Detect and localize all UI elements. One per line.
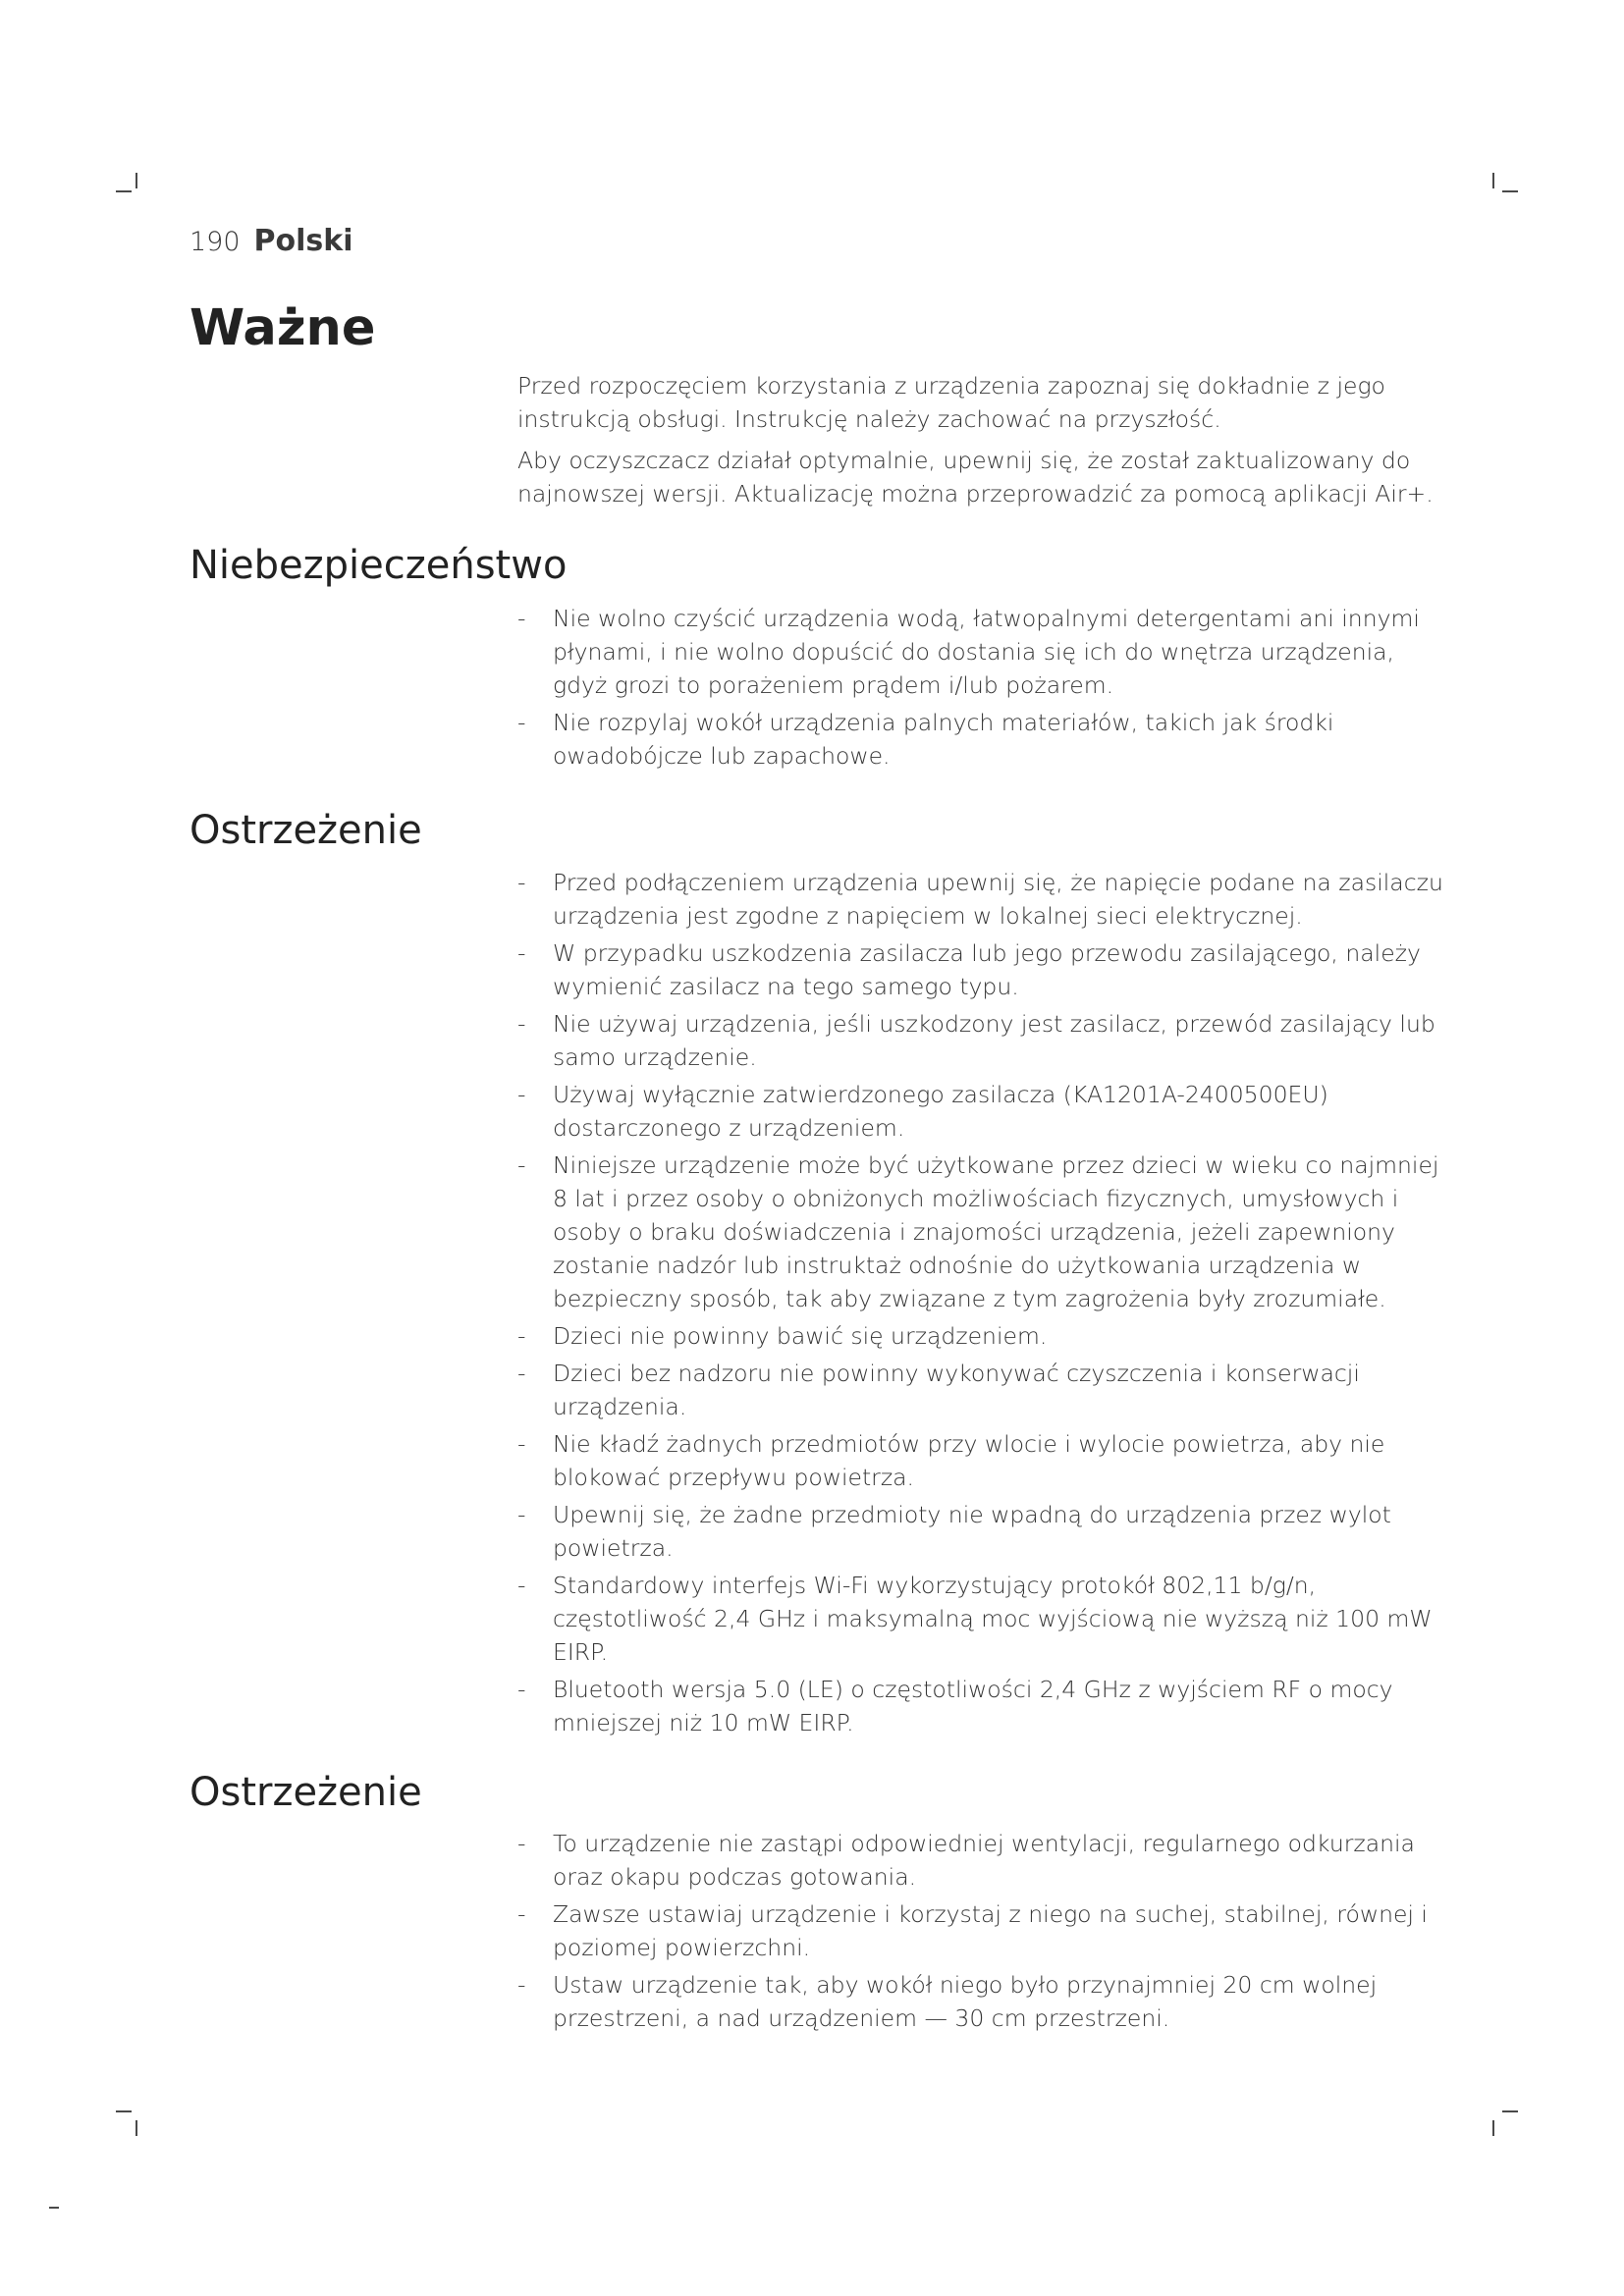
warning-list — [517, 1827, 1450, 2039]
list-item: - To urządzenie nie zastąpi odpowiedniej wentylacji, regularnego odkurzania oraz okapu podczas gotowania. — [517, 1827, 1450, 1894]
crop-mark — [116, 2110, 132, 2112]
list-item: - W przypadku uszkodzenia zasilacza lub jego przewodu zasilającego, należy wymienić zasilacz na tego samego typu. — [517, 936, 1450, 1003]
list-item: - Ustaw urządzenie tak, aby wokół niego było przynajmniej 20 cm wolnej przestrzeni, a nad urządzeniem — 30 cm przestrzeni. — [517, 1968, 1450, 2035]
list-marker: - — [517, 1572, 526, 1599]
list-marker: - — [517, 1010, 526, 1038]
list-item: - Używaj wyłącznie zatwierdzonego zasilacza (KA1201A-2400500EU) dostarczonego z urządzeniem. — [517, 1078, 1450, 1145]
list-item: - Bluetooth wersja 5.0 (LE) o częstotliwości 2,4 GHz z wyjściem RF o mocy mniejszej niż 10 mW EIRP. — [517, 1673, 1450, 1739]
list-marker: - — [517, 1501, 526, 1528]
crop-mark — [135, 2120, 137, 2136]
crop-mark — [1502, 190, 1518, 192]
language-label: Polski — [253, 224, 353, 258]
list-item: - Nie rozpylaj wokół urządzenia palnych materiałów, takich jak środki owadobójcze lub zapachowe. — [517, 706, 1450, 773]
list-item: - Zawsze ustawiaj urządzenie i korzystaj z niego na suchej, stabilnej, równej i poziomej powierzchni. — [517, 1897, 1450, 1964]
list-item: - Standardowy interfejs Wi-Fi wykorzystujący protokół 802,11 b/g/n, częstotliwość 2,4 GHz i maksymalną moc wyjściową nie wyższą niż 100 mW EIRP. — [517, 1569, 1450, 1669]
list-item: - Dzieci nie powinny bawić się urządzeniem. — [517, 1319, 1450, 1353]
page-header — [189, 224, 353, 258]
list-marker: - — [517, 1430, 526, 1458]
list-marker: - — [517, 939, 526, 967]
list-marker: - — [517, 1830, 526, 1857]
list-marker: - — [517, 1322, 526, 1350]
list-item: - Upewnij się, że żadne przedmioty nie wpadną do urządzenia przez wylot powietrza. — [517, 1498, 1450, 1565]
warning-title: Ostrzeżenie — [189, 808, 422, 853]
list-marker: - — [517, 1900, 526, 1928]
list-marker: - — [517, 709, 526, 736]
important-paragraph: Przed rozpoczęciem korzystania z urządzenia zapoznaj się dokładnie z jego instrukcją obsługi. Instrukcję należy zachować na przyszłość. — [517, 372, 1385, 433]
list-item: - Dzieci bez nadzoru nie powinny wykonywać czyszczenia i konserwacji urządzenia. — [517, 1357, 1450, 1423]
warning-list — [517, 866, 1450, 1743]
crop-mark — [49, 2207, 59, 2209]
crop-mark — [116, 190, 132, 192]
crop-mark — [1492, 173, 1494, 188]
list-item: - Nie wolno czyścić urządzenia wodą, łatwopalnymi detergentami ani innymi płynami, i nie wolno dopuścić do dostania się ich do wnętrza urządzenia, gdyż grozi to porażeniem prądem i/lub pożarem. — [517, 602, 1450, 702]
list-marker: - — [517, 605, 526, 632]
list-item: - Niniejsze urządzenie może być użytkowane przez dzieci w wieku co najmniej 8 lat i przez osoby o obniżonych możliwościach fizycznych, umysłowych i osoby o braku doświadczenia i znajomości urządzenia, jeżeli zapewniony zostanie nadzór lub instruktaż odnośnie do użytkowania urządzenia w bezpieczny sposób, tak aby związane z tym zagrożenia były zrozumiałe. — [517, 1148, 1450, 1315]
list-item: - Nie używaj urządzenia, jeśli uszkodzony jest zasilacz, przewód zasilający lub samo urządzenie. — [517, 1007, 1450, 1074]
list-marker: - — [517, 1676, 526, 1703]
important-body — [517, 369, 1450, 518]
crop-mark — [135, 173, 137, 188]
list-marker: - — [517, 1971, 526, 1999]
list-marker: - — [517, 869, 526, 896]
important-title: Ważne — [189, 299, 376, 357]
list-marker: - — [517, 1081, 526, 1108]
danger-list — [517, 602, 1450, 776]
danger-title: Niebezpieczeństwo — [189, 543, 568, 588]
important-paragraph: Aby oczyszczacz działał optymalnie, upewnij się, że został zaktualizowany do najnowszej wersji. Aktualizację można przeprowadzić za pomocą aplikacji Air+. — [517, 447, 1434, 507]
list-item: - Nie kładź żadnych przedmiotów przy wlocie i wylocie powietrza, aby nie blokować przepływu powietrza. — [517, 1427, 1450, 1494]
page-number: 190 — [189, 227, 241, 257]
list-marker: - — [517, 1360, 526, 1387]
crop-mark — [1502, 2110, 1518, 2112]
list-item: - Przed podłączeniem urządzenia upewnij się, że napięcie podane na zasilaczu urządzenia jest zgodne z napięciem w lokalnej sieci elektrycznej. — [517, 866, 1450, 933]
list-marker: - — [517, 1151, 526, 1179]
warning-title: Ostrzeżenie — [189, 1770, 422, 1815]
crop-mark — [1492, 2120, 1494, 2136]
